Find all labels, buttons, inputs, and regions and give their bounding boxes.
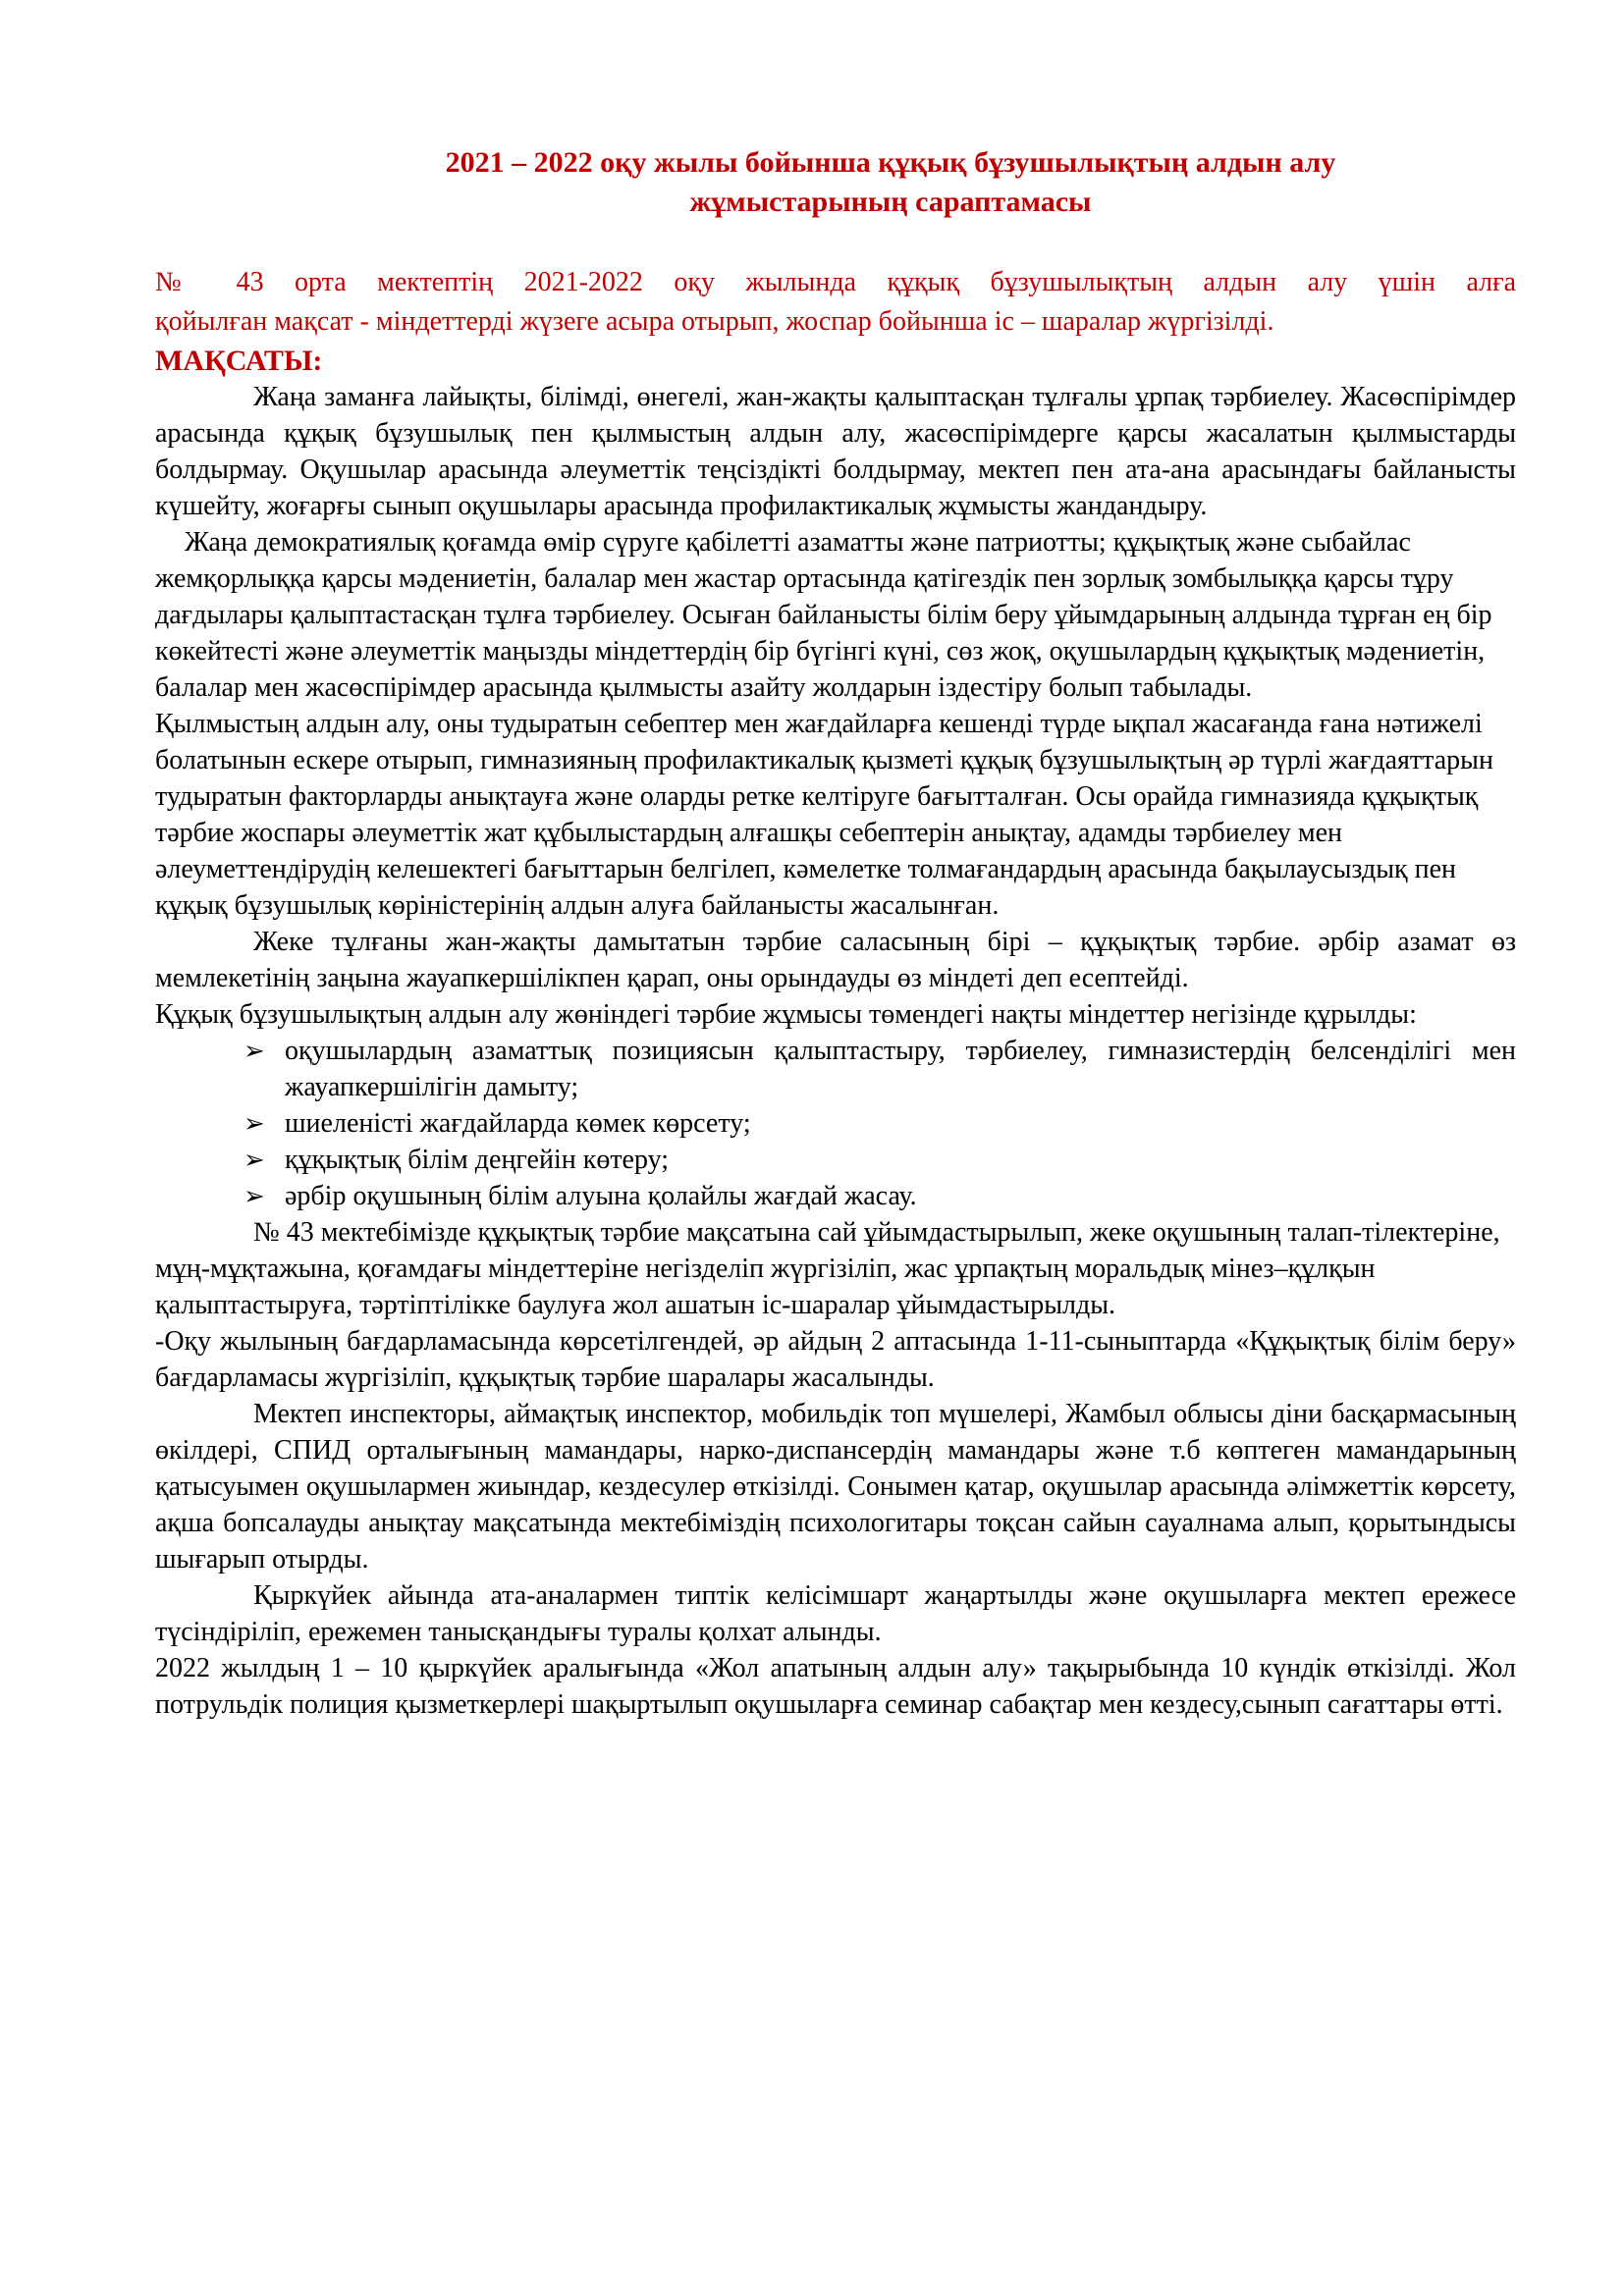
goals-heading: МАҚСАТЫ:	[155, 345, 323, 377]
paragraph-september: Қыркүйек айында ата-аналармен типтік келісімшарт жаңартылды және оқушыларға мектеп ережесе түсіндіріліп, ережемен танысқандығы туралы қолхат алынды.	[155, 1580, 1516, 1647]
document-title	[0, 143, 1624, 222]
task-text: әрбір оқушының білім алуына қолайлы жағдай жасау.	[285, 1181, 917, 1211]
paragraph-program: -Оқу жылының бағдарламасында көрсетілгендей, әр айдың 2 аптасында 1-11-сыныптарда «Құқықтық білім беру» бағдарламасы жүргізіліп, құқықтық тәрбие шаралары жасалынды.	[155, 1326, 1516, 1393]
paragraph-legal-education: Жеке тұлғаны жан-жақты дамытатын тәрбие саласының бірі – құқықтық тәрбие. әрбір азамат өз мемлекетінің заңына жауапкершілікпен қарап, оны орындауды өз міндеті деп есептейді.	[155, 927, 1516, 993]
task-text: шиеленісті жағдайларда көмек көрсету;	[285, 1108, 751, 1139]
arrowhead-bullet-icon: ➢	[244, 1182, 265, 1210]
arrowhead-bullet-icon: ➢	[244, 1109, 265, 1138]
arrowhead-bullet-icon: ➢	[244, 1146, 265, 1174]
paragraph-road-safety: 2022 жылдың 1 – 10 қыркүйек аралығында «Жол апатының алдын алу» тақырыбында 10 күндік өткізілді. Жол потрульдік полиция қызметкерлері шақыртылып оқушыларға семинар сабақтар мен кездесу,сынып сағаттары өтті.	[155, 1653, 1516, 1720]
intro-line-2: қойылған мақсат - міндеттерді жүзеге асыра отырып, жоспар бойынша іс – шаралар жүргізілді.	[155, 306, 1274, 337]
task-text: оқушылардың азаматтық позициясын қалыптастыру, тәрбиелеу, гимназистердің белсенділігі мен жауапкершілігін дамыту;	[285, 1036, 1516, 1102]
paragraph-school-43: № 43 мектебімізде құқықтық тәрбие мақсатына сай ұйымдастырылып, жеке оқушының талап-тілектеріне, мұң-мұқтажына, қоғамдағы міндеттеріне негізделіп жүргізіліп, жас ұрпақтың моральдық мінез–құлқын қалыптастыруға, тәртіптілікке баулуға жол ашатын іс-шаралар ұйымдастырылды.	[155, 1217, 1500, 1320]
task-text: құқықтық білім деңгейін көтеру;	[285, 1145, 670, 1175]
title-line-2: жұмыстарының сараптамасы	[689, 186, 1092, 218]
list-item	[155, 1105, 1516, 1142]
paragraph-goals: Жаңа заманға лайықты, білімді, өнегелі, жан-жақты қалыптасқан тұлғалы ұрпақ тәрбиелеу. Жасөспірімдер арасында құқық бұзушылық пен қылмыстың алдын алу, жасөспірімдерге қарсы жасалатын қылмыстарды болдырмау. Оқушылар арасында әлеуметтік теңсіздікті болдырмау, мектеп пен ата-ана арасындағы байланысты күшейту, жоғарғы сынып оқушылары арасында профилактикалық жұмысты жандандыру.	[155, 382, 1516, 521]
paragraph-democratic-society: Жаңа демократиялық қоғамда өмір сүруге қабілетті азаматты және патриотты; құқықтық және сыбайлас жемқорлыққа қарсы мәдениетін, балалар мен жастар ортасында қатігездік пен зорлық зомбылыққа қарсы тұру дағдылары қалыптастасқан тұлға тәрбиелеу. Осыған байланысты білім беру ұйымдарының алдында тұрған ең бір көкейтесті және әлеуметтік маңызды міндеттердің бір бүгінгі күні, сөз жоқ, оқушылардың құқықтық мәдениетін, балалар мен жасөспірімдер арасында қылмысты азайту жолдарын іздестіру болып табылады.	[155, 527, 1492, 703]
paragraph-crime-prevention: Қылмыстың алдын алу, оны тудыратын себептер мен жағдайларға кешенді түрде ықпал жасағанда ғана нәтижелі болатынын ескере отырып, гимназияның профилактикалық қызметі құқық бұзушылықтың әр түрлі жағдаяттарын тудыратын факторларды анықтауға және оларды ретке келтіруге бағытталған. Осы орайда гимназияда құқықтық тәрбие жоспары әлеуметтік жат құбылыстардың алғашқы себептерін анықтау, адамды тәрбиелеу мен әлеуметтендірудің келешектегі бағыттарын белгілеп, кәмелетке толмағандардың арасында бақылаусыздық пен құқық бұзушылық көріністерінің алдын алуға байланысты жасалынған.	[155, 709, 1493, 921]
title-line-1: 2021 – 2022 оқу жылы бойынша құқық бұзушылықтың алдын алу	[445, 146, 1336, 179]
list-item	[155, 1033, 1516, 1105]
tasks-list	[155, 1033, 1516, 1214]
intro-statement	[155, 263, 1516, 342]
arrowhead-bullet-icon: ➢	[244, 1037, 265, 1065]
list-item	[155, 1178, 1516, 1214]
paragraph-tasks-intro: Құқық бұзушылықтың алдын алу жөніндегі тәрбие жұмысы төмендегі нақты міндеттер негізінде құрылды:	[155, 999, 1417, 1030]
intro-line-1: № 43 орта мектептің 2021-2022 оқу жылында құқық бұзушылықтың алдын алу үшін алға	[155, 267, 1516, 297]
paragraph-inspectors: Мектеп инспекторы, аймақтық инспектор, мобильдік топ мүшелері, Жамбыл облысы діни басқармасының өкілдері, СПИД орталығының мамандары, нарко-диспансердің мамандары және т.б көптеген мамандарының қатысуымен оқушылармен жиындар, кездесулер өткізілді. Сонымен қатар, оқушылар арасында әлімжеттік көрсету, ақша бопсалауды анықтау мақсатында мектебіміздің психологитары тоқсан сайын сауалнама алып, қорытындысы шығарып отырды.	[155, 1399, 1516, 1575]
list-item	[155, 1142, 1516, 1178]
document-body	[155, 379, 1516, 1723]
